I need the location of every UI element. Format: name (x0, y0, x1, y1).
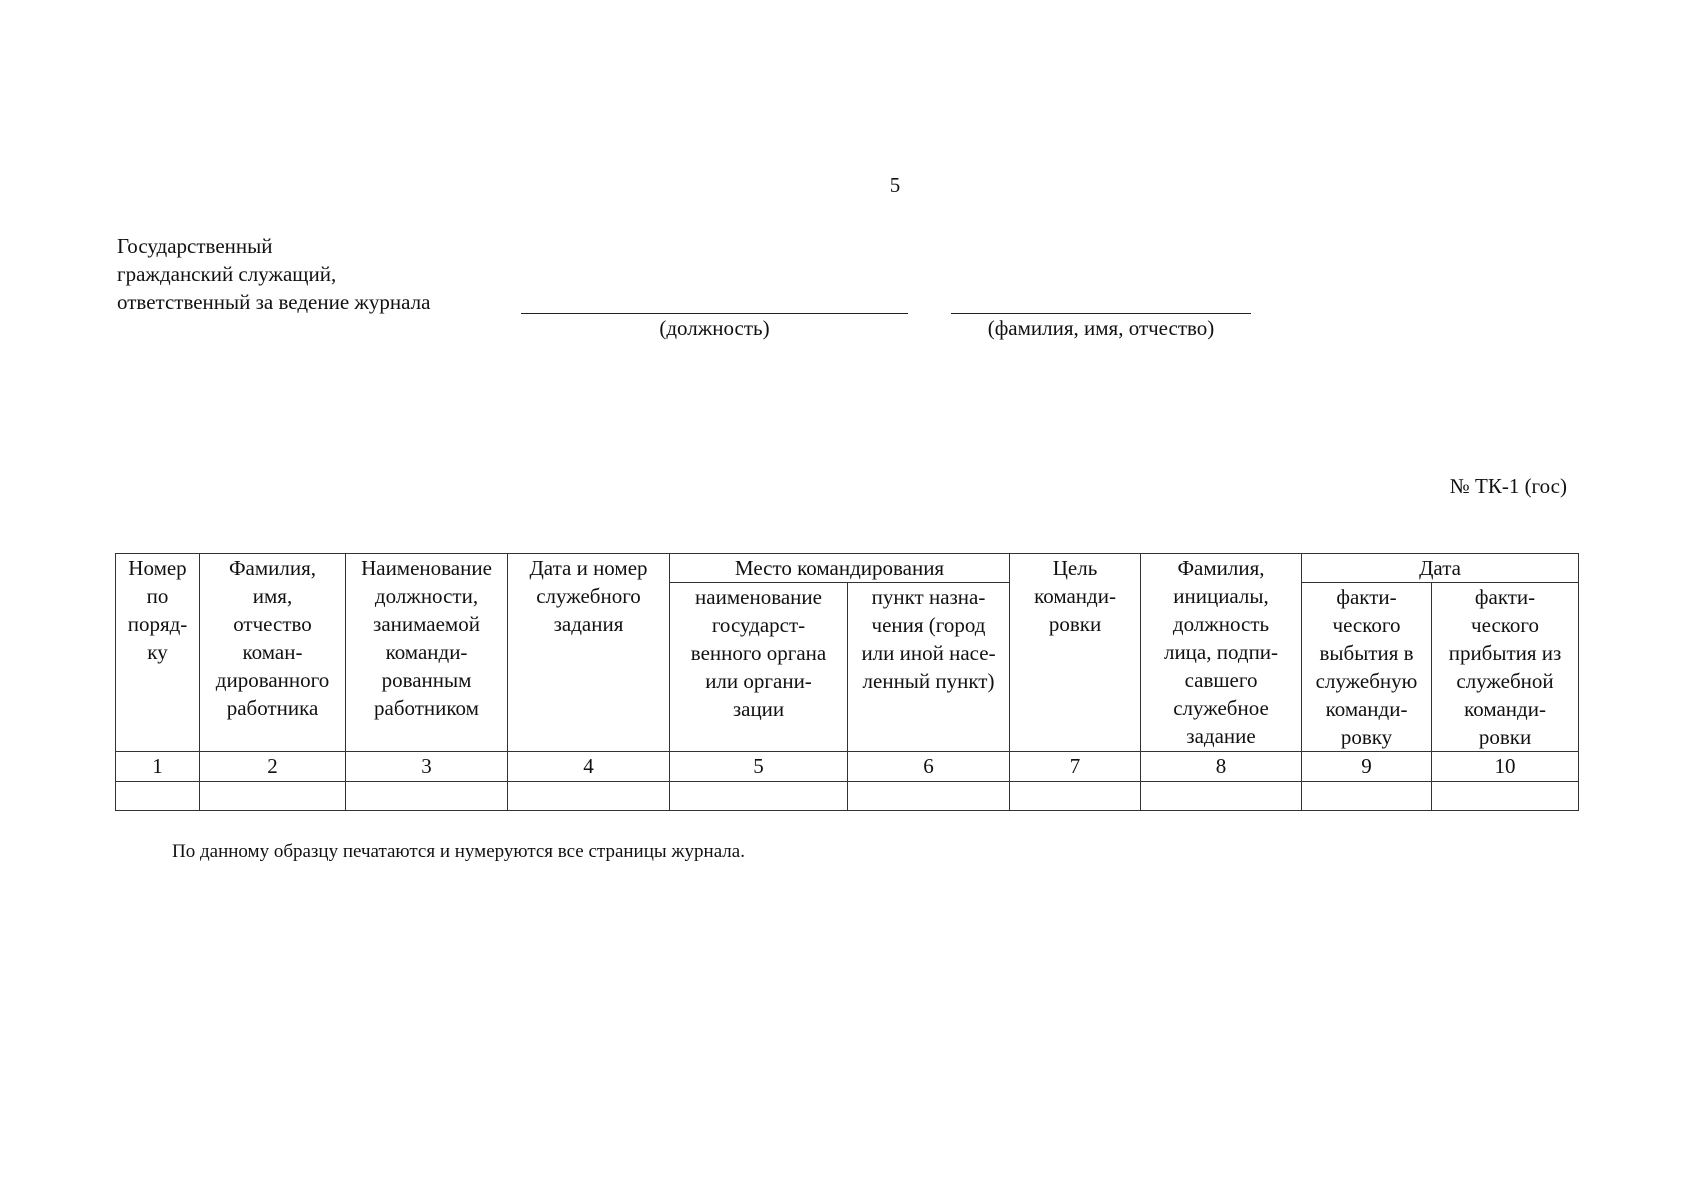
column-number: 4 (508, 752, 670, 782)
entry-cell-place-org[interactable] (670, 782, 848, 811)
column-number: 2 (200, 752, 346, 782)
entry-cell-place-point[interactable] (848, 782, 1010, 811)
official-label-line: гражданский служащий, (117, 262, 337, 286)
entry-row (116, 782, 1579, 811)
official-label-line: ответственный за ведение журнала (117, 290, 431, 314)
official-label (117, 232, 430, 316)
entry-cell-signer[interactable] (1141, 782, 1302, 811)
entry-cell-position[interactable] (346, 782, 508, 811)
header-place: Место командирования (670, 554, 1010, 583)
entry-cell-date-arrival[interactable] (1432, 782, 1579, 811)
journal-table (115, 553, 1579, 811)
column-number: 5 (670, 752, 848, 782)
column-number: 6 (848, 752, 1010, 782)
column-number: 1 (116, 752, 200, 782)
name-signature-line[interactable] (951, 313, 1251, 314)
header-assignment: Дата и номер служебного задания (508, 554, 670, 752)
entry-cell-date-departure[interactable] (1302, 782, 1432, 811)
header-date-arrival: факти- ческого прибытия из служебной команди- ровки (1432, 583, 1579, 752)
header-position: Наименование должности, занимаемой команди- рованным работником (346, 554, 508, 752)
entry-cell-assignment[interactable] (508, 782, 670, 811)
position-signature-line[interactable] (521, 313, 908, 314)
entry-cell-full-name[interactable] (200, 782, 346, 811)
entry-cell-number[interactable] (116, 782, 200, 811)
column-number: 8 (1141, 752, 1302, 782)
header-place-point: пункт назна- чения (город или иной насе- ленный пункт) (848, 583, 1010, 752)
entry-cell-purpose[interactable] (1010, 782, 1141, 811)
column-number: 10 (1432, 752, 1579, 782)
column-number: 3 (346, 752, 508, 782)
header-date: Дата (1302, 554, 1579, 583)
position-caption: (должность) (659, 316, 770, 340)
header-signer: Фамилия, инициалы, должность лица, подпи- савшего служебное задание (1141, 554, 1302, 752)
official-label-line: Государственный (117, 234, 273, 258)
footnote: По данному образцу печатаются и нумеруются все страницы журнала. (172, 841, 745, 862)
header-place-org: наименование государст- венного органа или органи- зации (670, 583, 848, 752)
form-code: № ТК-1 (гос) (1449, 474, 1567, 498)
header-purpose: Цель команди- ровки (1010, 554, 1141, 752)
column-number: 7 (1010, 752, 1141, 782)
header-full-name: Фамилия, имя, отчество коман- дированного работника (200, 554, 346, 752)
column-number-row (116, 752, 1579, 782)
header-row-top (116, 554, 1579, 583)
header-number: Номер по поряд- ку (116, 554, 200, 752)
column-number: 9 (1302, 752, 1432, 782)
page-number: 5 (889, 173, 901, 197)
name-caption: (фамилия, имя, отчество) (987, 316, 1215, 340)
header-date-departure: факти- ческого выбытия в служебную команди- ровку (1302, 583, 1432, 752)
